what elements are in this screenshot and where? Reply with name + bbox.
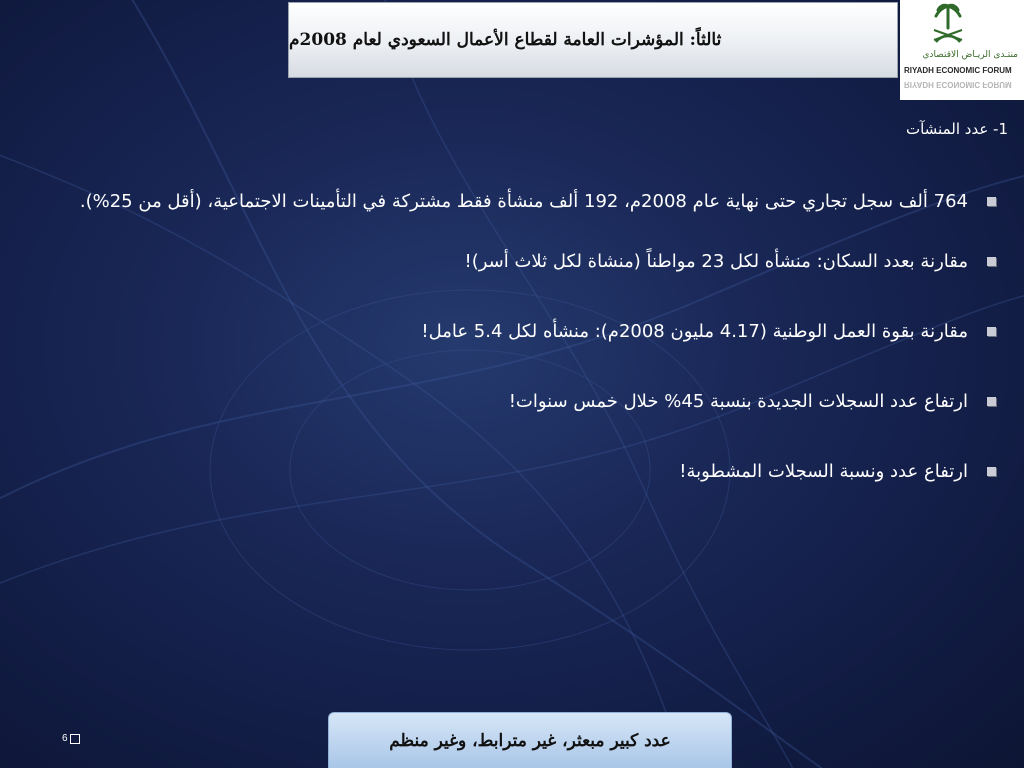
bullet-item — [46, 454, 996, 490]
title-banner — [288, 2, 898, 78]
logo-english-reflection: RIYADH ECONOMIC FORUM — [904, 80, 1012, 89]
bullet-item — [46, 314, 996, 350]
section-heading: 1- عدد المنشآت — [905, 120, 1008, 138]
bullet-text: مقارنة بعدد السكان: منشأه لكل 23 مواطناً (منشاة لكل ثلاث أسر)! — [464, 251, 968, 272]
square-outline-icon — [70, 734, 80, 744]
square-bullet-icon — [987, 467, 996, 476]
slide-title: ثالثاً: المؤشرات العامة لقطاع الأعمال السعودي لعام 2008م — [289, 30, 722, 50]
bullet-item — [46, 384, 996, 420]
bullet-text: ارتفاع عدد ونسبة السجلات المشطوبة! — [679, 461, 968, 482]
footer-note-box — [328, 712, 732, 768]
bullet-text: 764 ألف سجل تجاري حتى نهاية عام 2008م، 192 ألف منشأة فقط مشتركة في التأمينات الاجتماعية، (أقل من 25%). — [79, 191, 968, 212]
bullet-item — [46, 244, 996, 280]
palm-swords-emblem-icon — [930, 2, 966, 46]
page-number-text: 6 — [62, 733, 68, 744]
bullet-list — [46, 184, 996, 524]
logo-arabic-text: منتـدى الريـاض الاقتصادي — [922, 50, 1018, 60]
square-bullet-icon — [987, 197, 996, 206]
footer-note: عدد كبير مبعثر، غير مترابط، وغير منظم — [389, 730, 671, 751]
square-bullet-icon — [987, 397, 996, 406]
square-bullet-icon — [987, 257, 996, 266]
bullet-text: ارتفاع عدد السجلات الجديدة بنسبة 45% خلال خمس سنوات! — [508, 391, 968, 412]
bullet-text: مقارنة بقوة العمل الوطنية (4.17 مليون 2008م): منشأه لكل 5.4 عامل! — [421, 321, 968, 342]
square-bullet-icon — [987, 327, 996, 336]
page-number — [62, 733, 80, 744]
bullet-item — [46, 184, 996, 220]
logo-english-text: RIYADH ECONOMIC FORUM — [904, 66, 1012, 75]
forum-logo — [900, 0, 1024, 100]
